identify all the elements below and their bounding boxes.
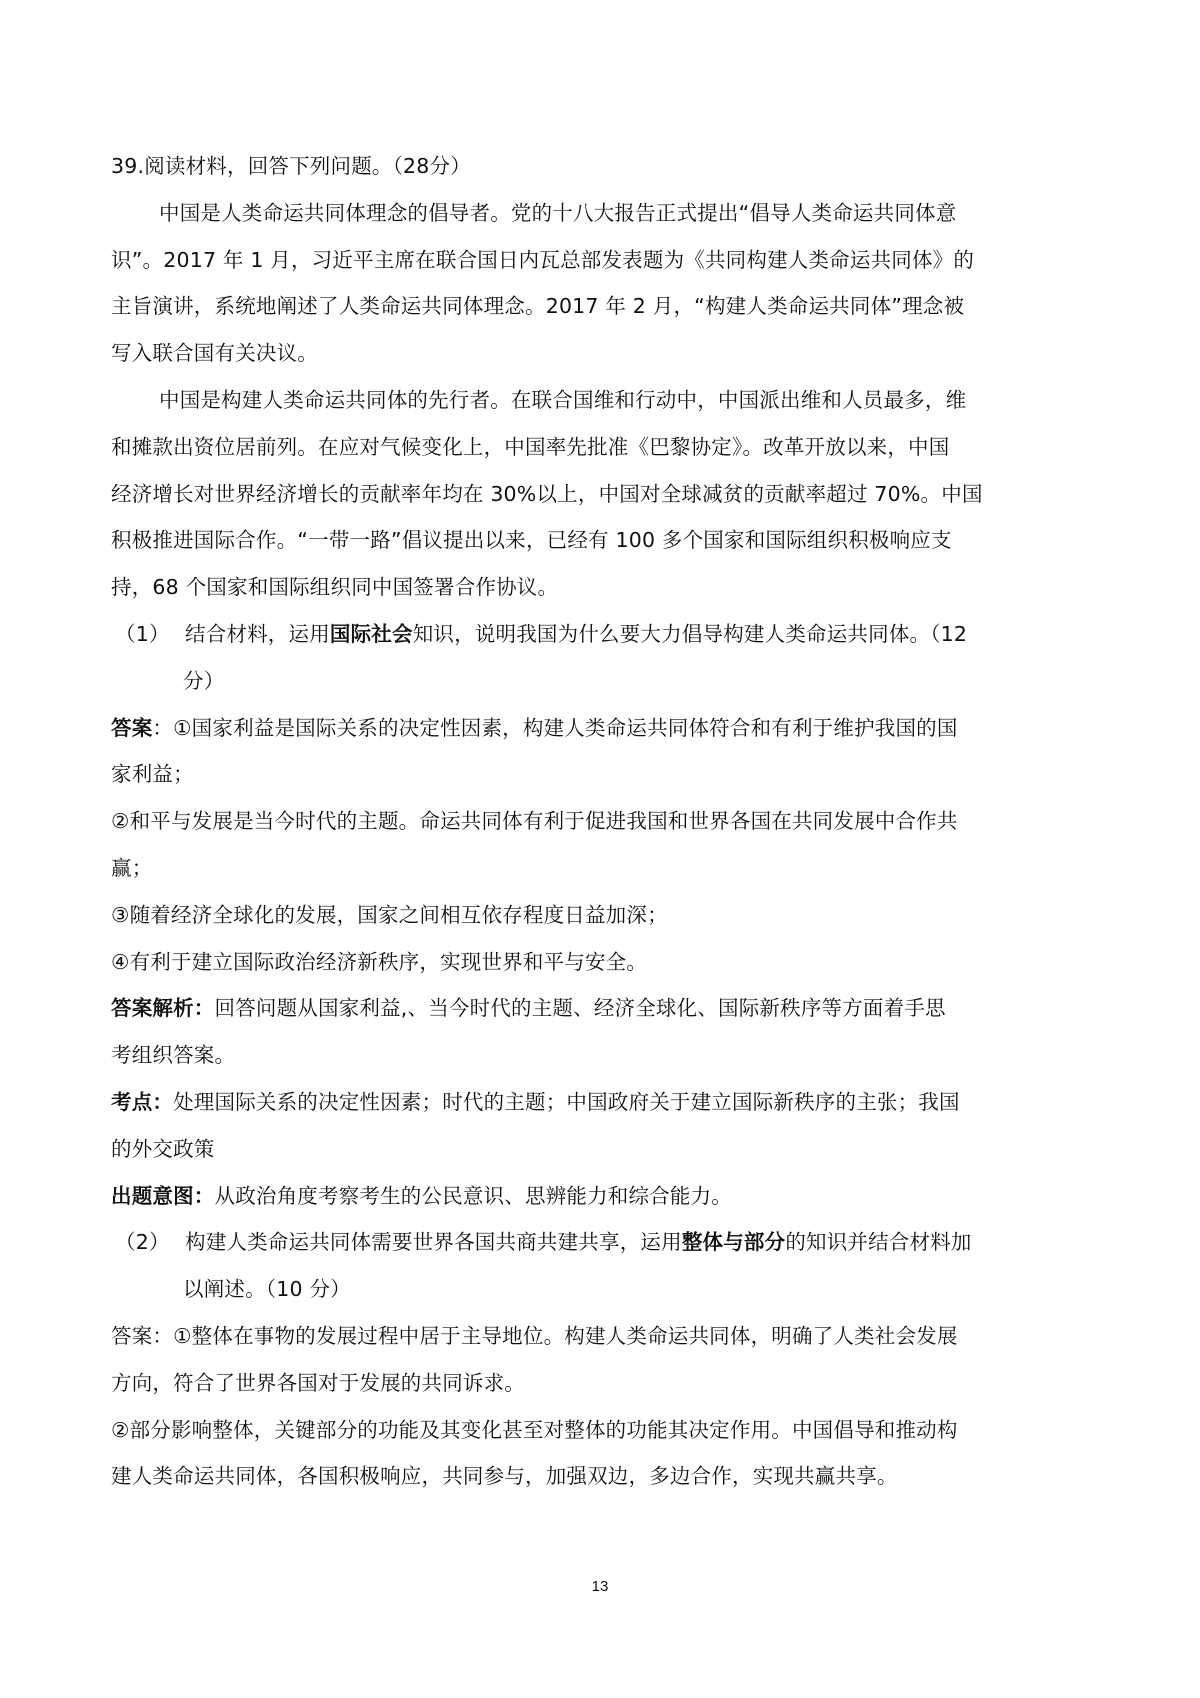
test-points-label: 考点：: [111, 1089, 174, 1114]
sub-question-2: [111, 1219, 1099, 1313]
paragraph-line: 主旨演讲，系统地阐述了人类命运共同体理念。2017 年 2 月，“构建人类命运共同体”理念被: [111, 294, 965, 319]
test-points-text: 处理国际关系的决定性因素；时代的主题；中国政府关于建立国际新秩序的主张；我国: [173, 1089, 960, 1114]
answer-text: ②部分影响整体，关键部分的功能及其变化甚至对整体的功能其决定作用。中国倡导和推动构: [111, 1417, 958, 1442]
sub-question-keyword: 整体与部分: [681, 1230, 786, 1255]
sub-question-text: 的知识并结合材料加: [785, 1230, 972, 1255]
answer-text: 赢；: [111, 855, 153, 880]
sub-question-continuation: 以阐述。（10 分）: [183, 1277, 351, 1302]
paragraph-line: 写入联合国有关决议。: [111, 341, 318, 366]
paragraph-line: 中国是构建人类命运共同体的先行者。在联合国维和行动中，中国派出维和人员最多，维: [159, 387, 967, 412]
paragraph-line: 持，68 个国家和国际组织同中国签署合作协议。: [111, 575, 559, 600]
test-points: [111, 1079, 1099, 1173]
sub-question-1: [111, 611, 1099, 705]
sub-question-number: （2）: [115, 1230, 170, 1255]
sub-question-keyword: 国际社会: [329, 621, 413, 646]
question-title: 39.阅读材料，回答下列问题。（28分）: [111, 154, 471, 178]
answer-text: ③随着经济全球化的发展，国家之间相互依存程度日益加深；: [111, 902, 668, 927]
sub-question-text: 结合材料，运用: [185, 621, 330, 646]
answer-1: [111, 705, 1099, 986]
paragraph-line: 经济增长对世界经济增长的贡献率年均在 30%以上，中国对全球减贫的贡献率超过 70%。中国: [111, 481, 983, 506]
answer-text: 家利益；: [111, 762, 194, 787]
question-intent: [111, 1173, 1099, 1220]
paragraph-line: 中国是人类命运共同体理念的倡导者。党的十八大报告正式提出“倡导人类命运共同体意: [159, 200, 957, 225]
intent-label: 出题意图：: [111, 1183, 215, 1208]
answer-analysis: [111, 985, 1099, 1079]
material-paragraph-1: [111, 190, 1099, 377]
analysis-text: 考组织答案。: [111, 1043, 236, 1068]
sub-question-number: （1）: [115, 621, 170, 646]
document-body: [111, 143, 1099, 1500]
test-points-text: 的外交政策: [111, 1136, 215, 1161]
answer-label: 答案: [111, 715, 153, 740]
answer-text: ：①国家利益是国际关系的决定性因素，构建人类命运共同体符合和有利于维护我国的国: [152, 715, 958, 740]
intent-text: 从政治角度考察考生的公民意识、思辨能力和综合能力。: [214, 1183, 732, 1208]
answer-text: ②和平与发展是当今时代的主题。命运共同体有利于促进我国和世界各国在共同发展中合作共: [111, 809, 958, 834]
sub-question-continuation: 分）: [183, 668, 225, 693]
analysis-text: 回答问题从国家利益,、当今时代的主题、经济全球化、国际新秩序等方面着手思: [214, 996, 946, 1021]
answer-text: 建人类命运共同体，各国积极响应，共同参与，加强双边，多边合作，实现共赢共享。: [111, 1464, 898, 1489]
paragraph-line: 和摊款出资位居前列。在应对气候变化上，中国率先批准《巴黎协定》。改革开放以来，中国: [111, 434, 950, 459]
sub-question-text: 知识，说明我国为什么要大力倡导构建人类命运共同体。（12: [412, 621, 968, 646]
answer-text: 方向，符合了世界各国对于发展的共同诉求。: [111, 1370, 525, 1395]
paragraph-line: 识”。2017 年 1 月，习近平主席在联合国日内瓦总部发表题为《共同构建人类命运共同体》的: [111, 247, 975, 272]
sub-question-text: 构建人类命运共同体需要世界各国共商共建共享，运用: [185, 1230, 682, 1255]
answer-2: [111, 1313, 1099, 1500]
page-number: 13: [591, 1578, 609, 1595]
answer-text: 答案：①整体在事物的发展过程中居于主导地位。构建人类命运共同体，明确了人类社会发展: [111, 1323, 958, 1348]
material-paragraph-2: [111, 377, 1099, 611]
analysis-label: 答案解析：: [111, 996, 215, 1021]
answer-text: ④有利于建立国际政治经济新秩序，实现世界和平与安全。: [111, 949, 648, 974]
paragraph-line: 积极推进国际合作。“一带一路”倡议提出以来，已经有 100 多个国家和国际组织积极响应支: [111, 528, 952, 553]
